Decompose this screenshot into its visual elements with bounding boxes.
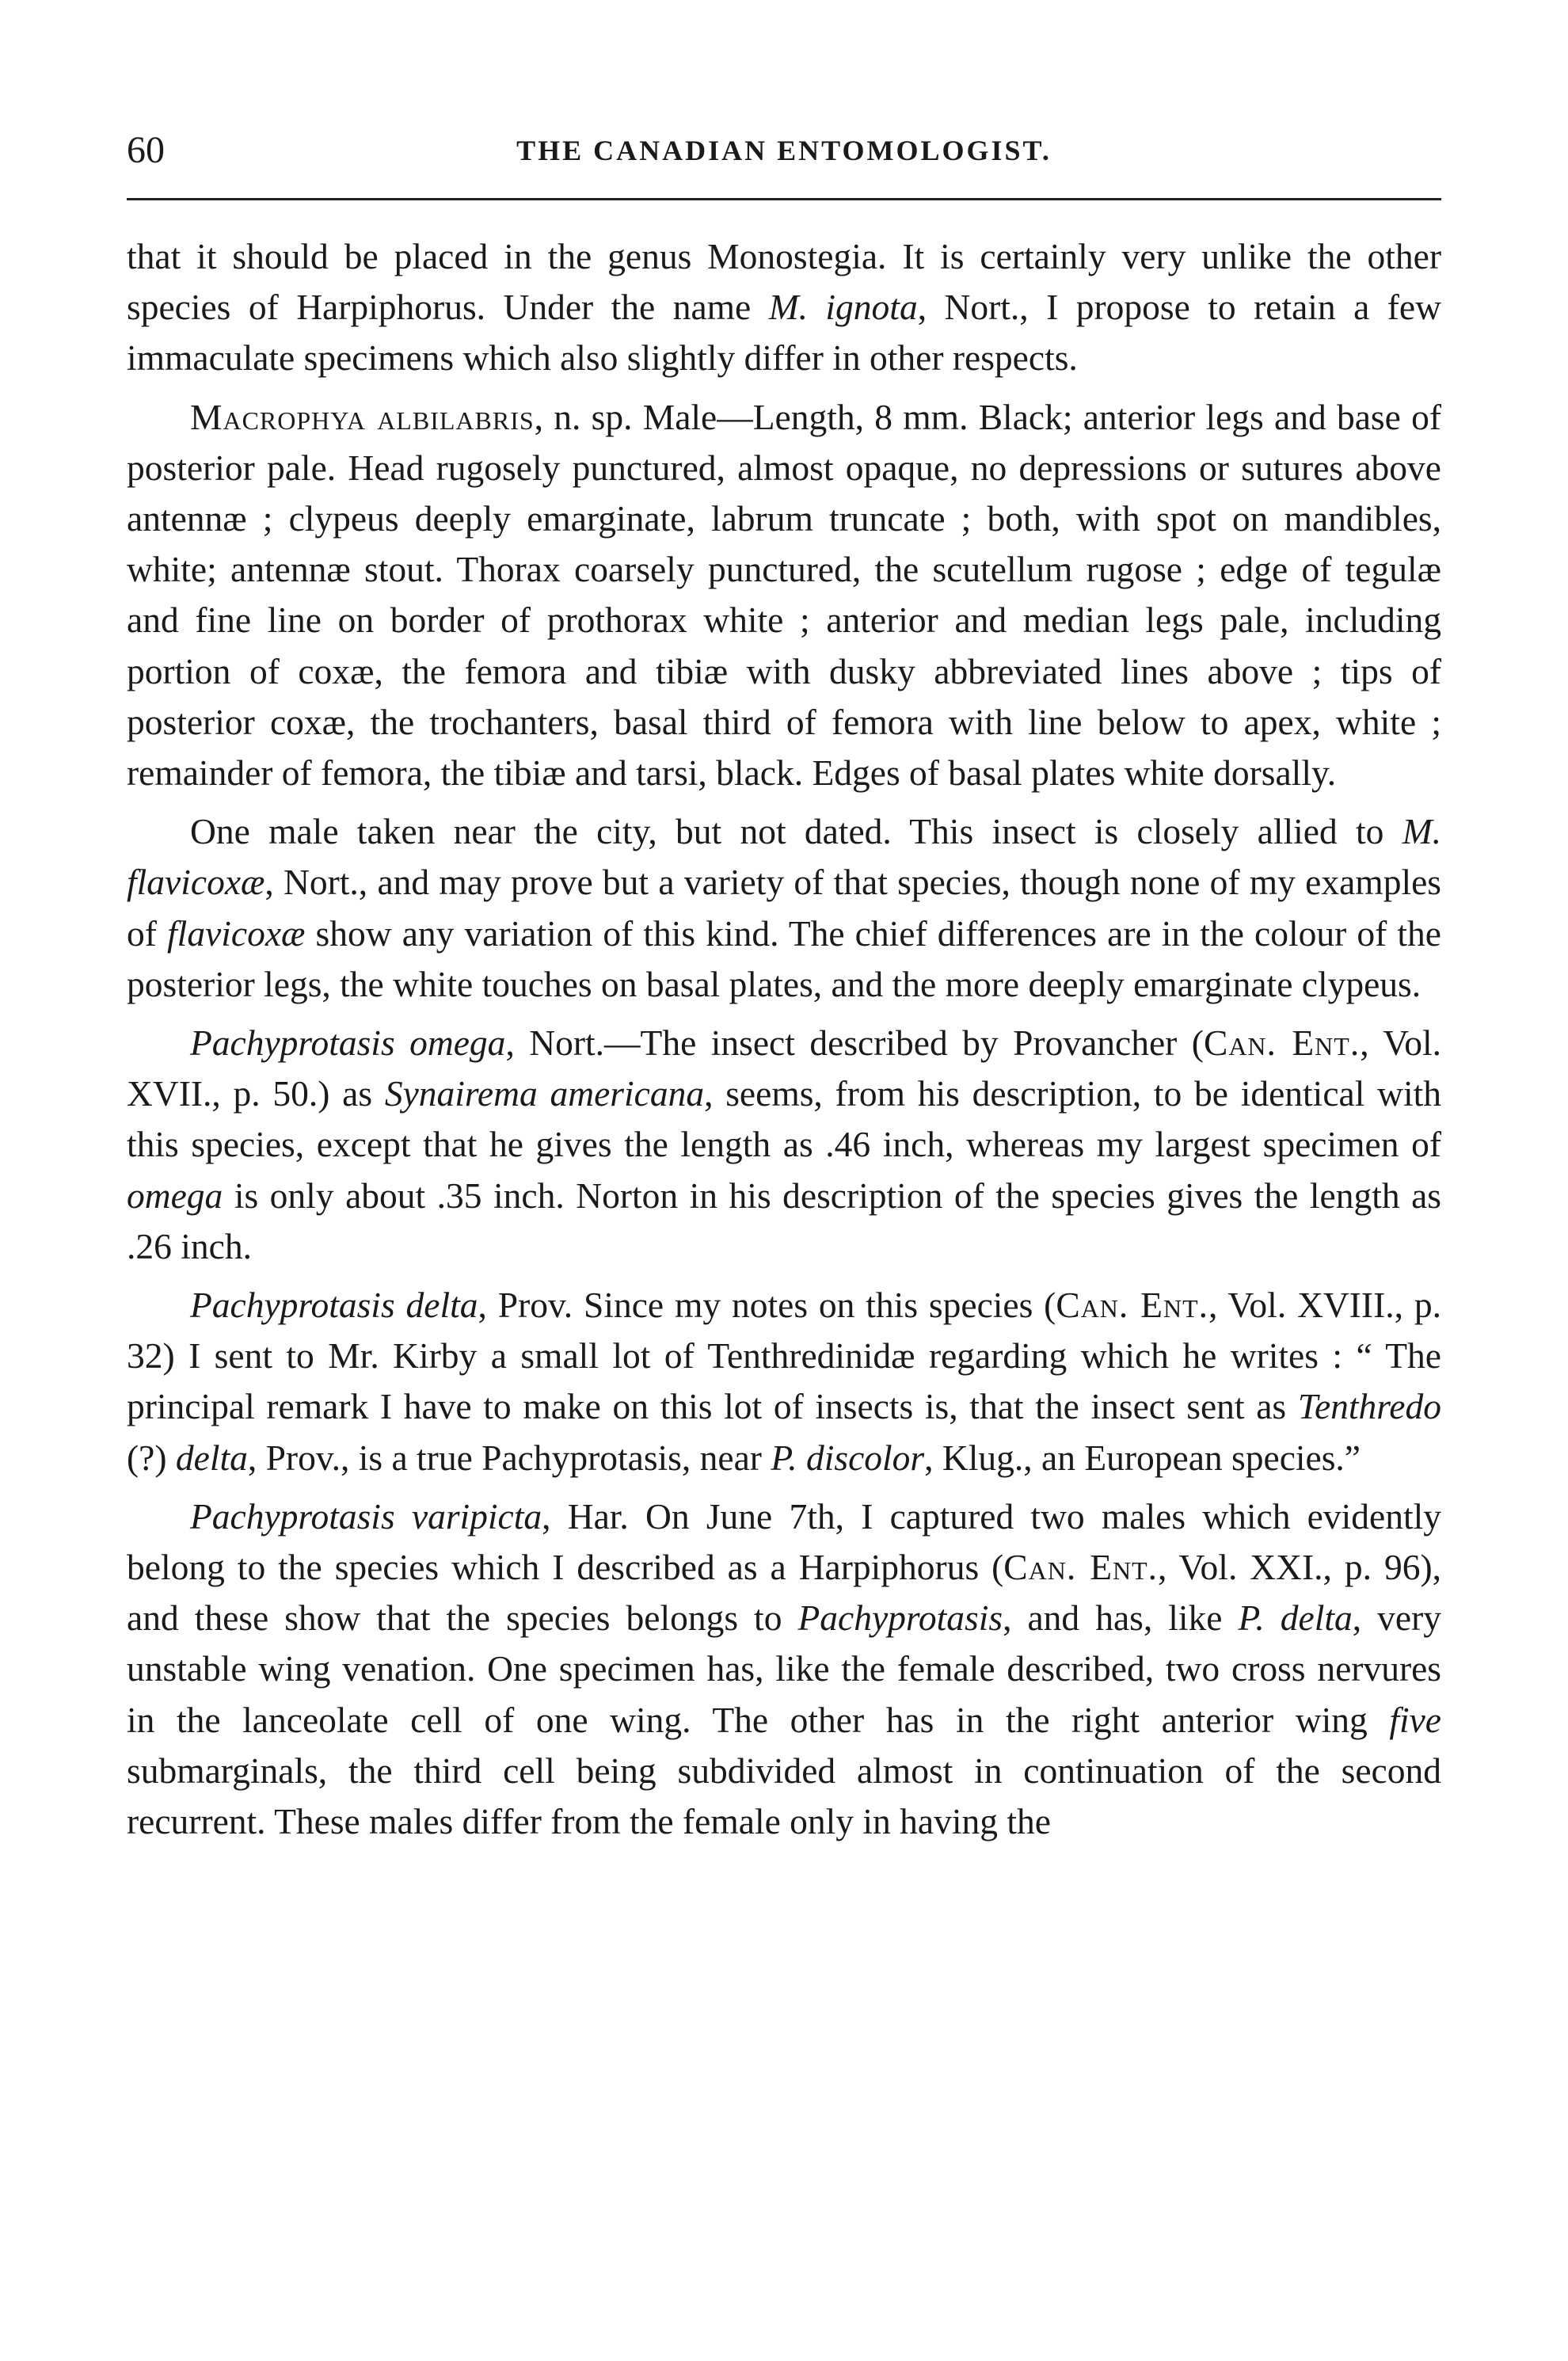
taxon-name: Synairema americana [384,1073,705,1114]
paragraph-male-taken: One male taken near the city, but not dated. This insect is closely allied to M. flavicoxæ, Nort., and may prove but a variety of that species, though none of my examples of flavicoxæ show any variation of this kind. The chief differences are in the colour of the posterior legs, the white touches on basal plates, and the more deeply emarginate clypeus. [127,811,1441,1004]
taxon-name: M. flavicoxæ [127,811,1441,903]
taxon-name: P. discolor [771,1437,925,1478]
species-heading: Pachyprotasis omega [190,1022,506,1064]
paragraph-monostegia: that it should be placed in the genus Monostegia. It is certainly very unlike the other species of Harpiphorus. Under the name M. ignota, Nort., I propose to retain a few immaculate specimens which also slightly differ in other respects. [127,236,1441,379]
species-heading: Pachyprotasis varipicta [190,1495,542,1537]
journal-abbrev: Can. Ent. [1056,1285,1208,1326]
taxon-name: delta [175,1437,248,1478]
page-number: 60 [127,129,165,171]
article-body [127,231,1441,1855]
journal-abbrev: Can. Ent. [1003,1547,1159,1588]
journal-abbrev: Can. Ent. [1203,1022,1361,1064]
running-head [127,119,1441,182]
taxon-name: omega [127,1175,223,1216]
species-heading: Pachyprotasis delta [190,1285,478,1326]
taxon-name: flavicoxæ [167,912,306,954]
taxon-name: P. delta [1238,1597,1353,1639]
taxon-name: Pachyprotasis [797,1597,1003,1639]
species-heading: Macrophya albilabris [190,396,535,437]
paragraph-pachyprotasis-delta: Pachyprotasis delta, Prov. Since my notes on this species (Can. Ent., Vol. XVIII., p. 32) I sent to Mr. Kirby a small lot of Tenthredinidæ regarding which he writes : “ The principal remark I have to make on this lot of insects is, that the insect sent as Tenthredo (?) delta, Prov., is a true Pachyprotasis, near P. discolor, Klug., an European species.” [127,1285,1441,1478]
journal-title: THE CANADIAN ENTOMOLOGIST. [516,135,1052,166]
paragraph-pachyprotasis-varipicta: Pachyprotasis varipicta, Har. On June 7th, I captured two males which evidently belong to the species which I described as a Harpiphorus (Can. Ent., Vol. XXI., p. 96), and these show that the species belongs to Pachyprotasis, and has, like P. delta, very unstable wing venation. One specimen has, like the female described, two cross nervures in the lanceolate cell of one wing. The other has in the right anterior wing five submarginals, the third cell being subdivided almost in continuation of the second recurrent. These males differ from the female only in having the [127,1495,1441,1842]
taxon-name: Tenthredo [1297,1386,1441,1427]
paragraph-pachyprotasis-omega: Pachyprotasis omega, Nort.—The insect described by Provancher (Can. Ent., Vol. XVII., p. 50.) as Synairema americana, seems, from his description, to be identical with this species, except that he gives the length as .46 inch, whereas my largest specimen of omega is only about .35 inch. Norton in his description of the species gives the length as .26 inch. [127,1022,1442,1266]
paragraph-macrophya-albilabris: Macrophya albilabris, n. sp. Male—Length, 8 mm. Black; anterior legs and base of posterior pale. Head rugosely punctured, almost opaque, no depressions or sutures above antennæ ; clypeus deeply emarginate, labrum truncate ; both, with spot on mandibles, white; antennæ stout. Thorax coarsely punctured, the scutellum rugose ; edge of tegulæ and fine line on border of prothorax white ; anterior and median legs pale, including portion of coxæ, the femora and tibiæ with dusky abbreviated lines above ; tips of posterior coxæ, the trochanters, basal third of femora with line below to apex, white ; remainder of femora, the tibiæ and tarsi, black. Edges of basal plates white dorsally. [127,396,1441,794]
taxon-name: M. ignota [768,287,918,328]
header-rule [127,198,1441,200]
emphasis-word: five [1389,1699,1441,1740]
